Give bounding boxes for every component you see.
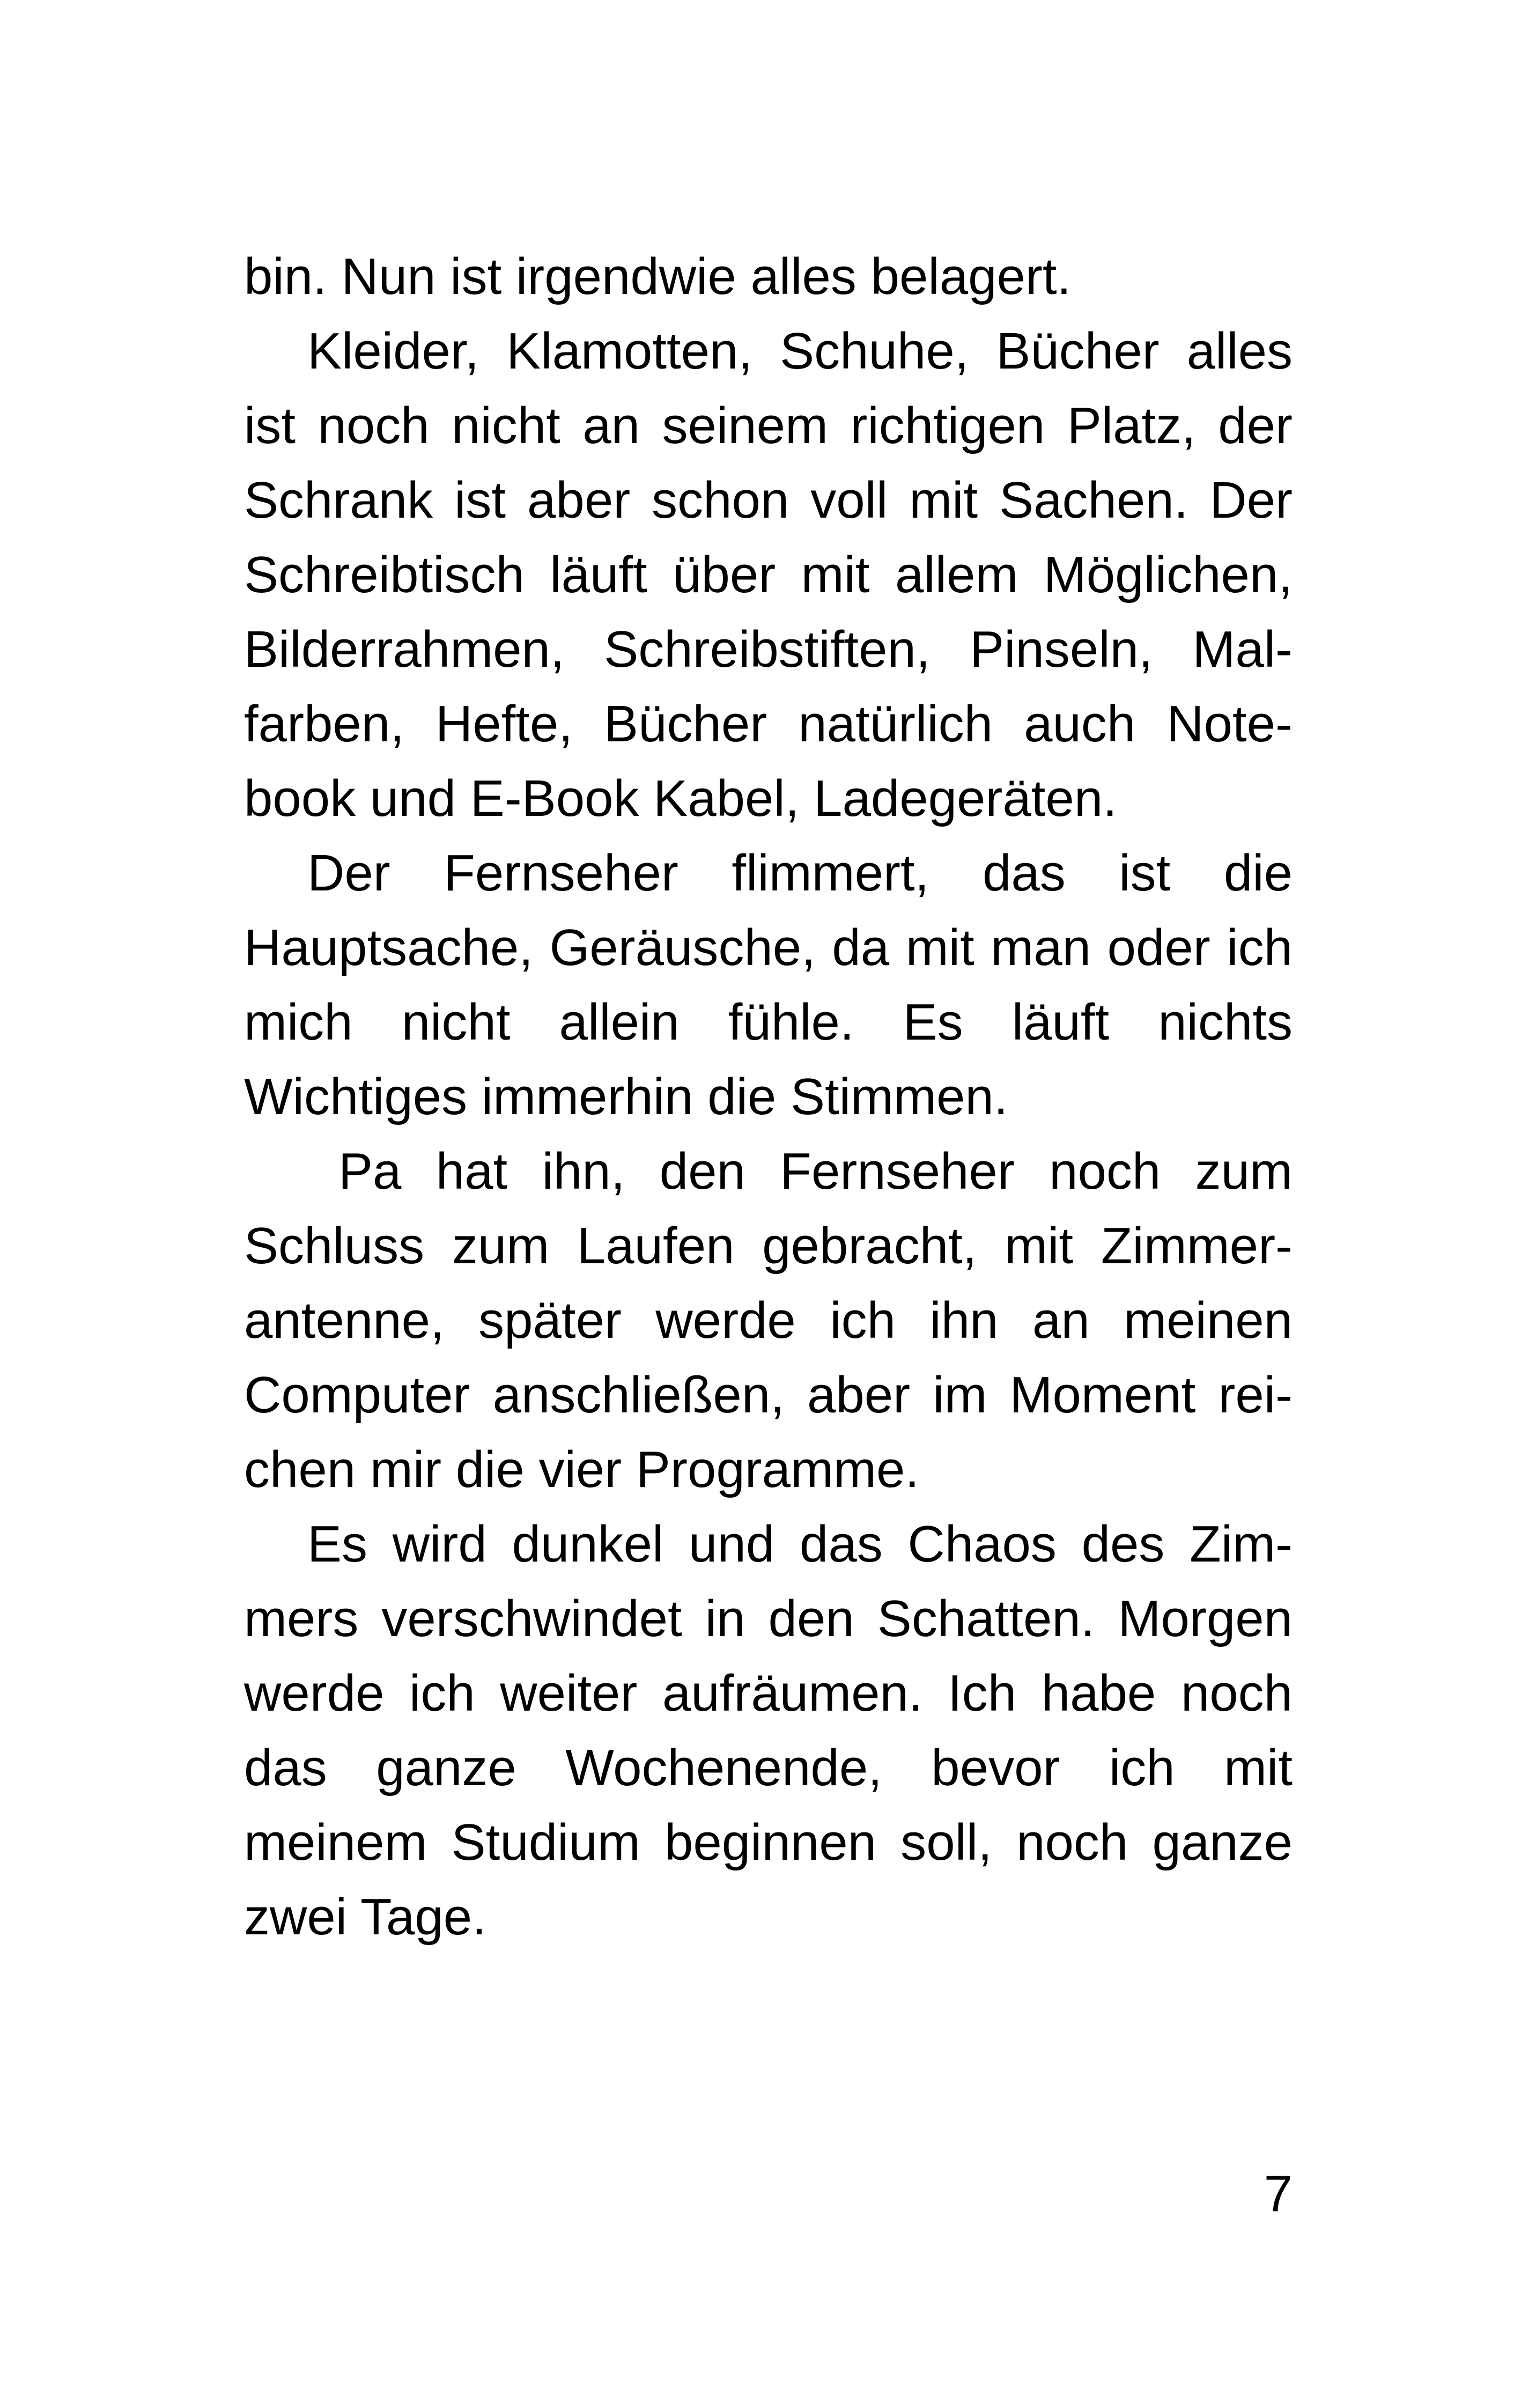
page-number: 7 bbox=[1264, 2165, 1293, 2222]
paragraph-2: Kleider, Klamotten, Schuhe, Bücher alles ist noch nicht an seinem richtigen Platz, der Schrank ist aber schon voll mit Sachen. Der Schreibtisch läuft über mit allem Möglichen, Bilderrahmen, Schreibstiften, Pinseln, Malfarben, Hefte, Bücher natürlich auch Notebook und E-Book Kabel, Ladegeräten. bbox=[244, 322, 1293, 827]
paragraph-5: Es wird dunkel und das Chaos des Zimmers verschwindet in den Schatten. Morgen werde ich weiter aufräumen. Ich habe noch das ganze Wochenende, bevor ich mit meinem Studium beginnen soll, noch ganze zwei Tage. bbox=[244, 1515, 1293, 1946]
paragraph-1: bin. Nun ist irgendwie alles belagert. bbox=[244, 248, 1072, 305]
body-text bbox=[244, 239, 1293, 1954]
paragraph-4: Pa hat ihn, den Fernseher noch zum Schluss zum Laufen gebracht, mit Zimmerantenne, später werde ich ihn an meinen Computer anschließen, aber im Moment reichen mir die vier Programme. bbox=[244, 1143, 1293, 1498]
paragraph-3: Der Fernseher flimmert, das ist die Hauptsache, Geräusche, da mit man oder ich mich nicht allein fühle. Es läuft nichts Wichtiges immerhin die Stimmen. bbox=[244, 844, 1293, 1125]
